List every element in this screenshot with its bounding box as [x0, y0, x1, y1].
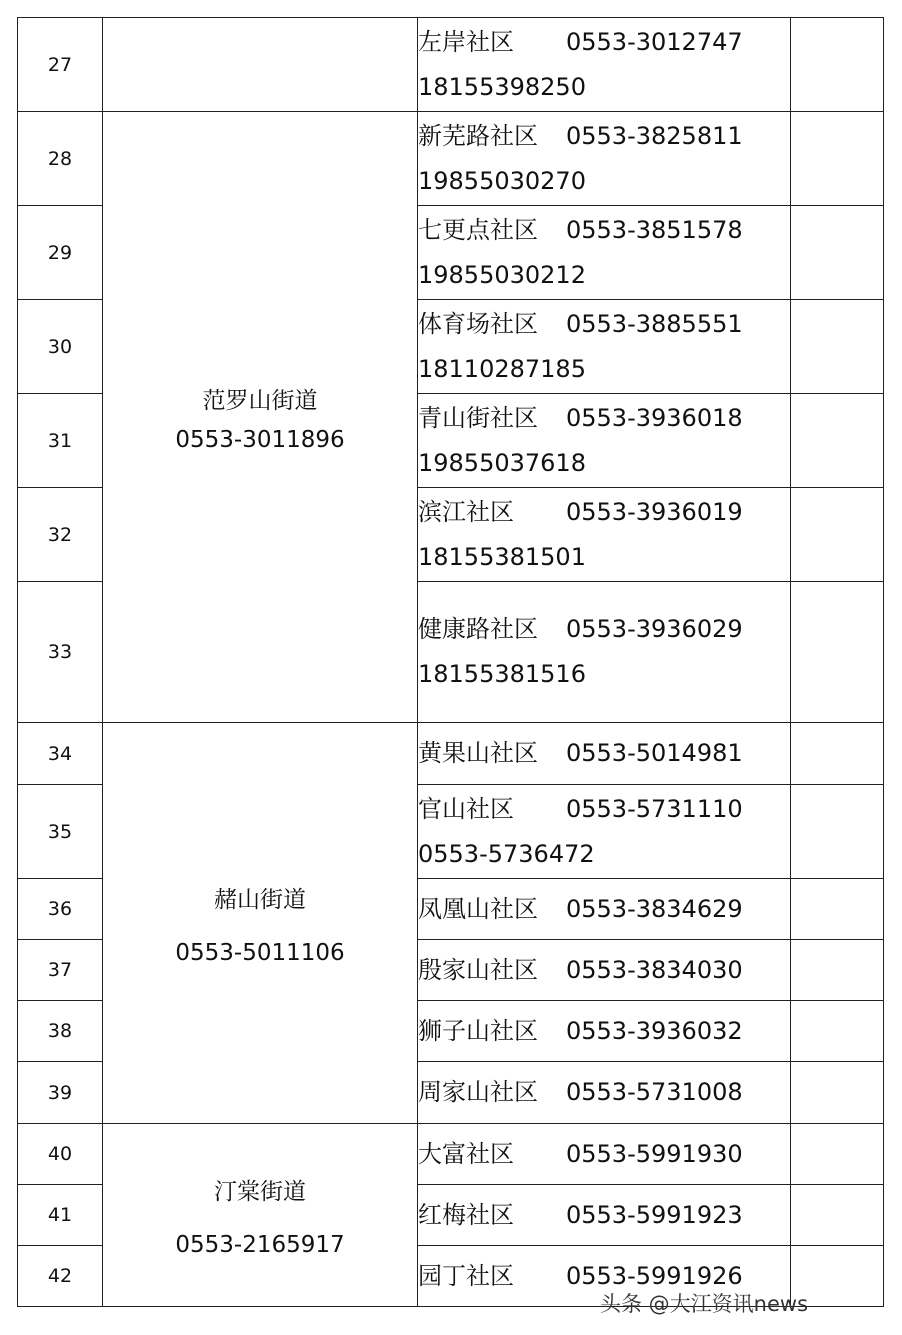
community-cell: [418, 18, 791, 112]
row-number: 41: [18, 1185, 103, 1246]
community-phone: 0553-5991923: [566, 1200, 743, 1229]
community-name: 狮子山社区: [418, 1016, 538, 1045]
street-cell: [103, 1124, 418, 1307]
street-phone: 0553-2165917: [175, 1231, 345, 1258]
table-row: [18, 112, 884, 206]
community-cell: [418, 879, 791, 940]
note-cell: [791, 394, 884, 488]
community-cell: [418, 1124, 791, 1185]
row-number: 27: [18, 18, 103, 112]
community-phone: 0553-3834629: [566, 894, 743, 923]
street-name: 范罗山街道: [202, 387, 318, 414]
community-cell: [418, 582, 791, 723]
community-name: 青山街社区: [418, 403, 538, 432]
row-number: 32: [18, 488, 103, 582]
community-cell: [418, 112, 791, 206]
note-cell: [791, 785, 884, 879]
note-cell: [791, 1124, 884, 1185]
community-cell: [418, 785, 791, 879]
community-phone: 0553-5731110: [566, 794, 743, 823]
table-row: [18, 723, 884, 785]
street-phone: 0553-5011106: [175, 939, 345, 966]
community-phone: 0553-3936032: [566, 1016, 743, 1045]
community-phone: 0553-3012747: [566, 27, 743, 56]
community-phone: 0553-3936029: [566, 615, 743, 643]
community-mobile: 19855030270: [418, 166, 586, 195]
street-cell: [103, 723, 418, 1124]
community-phone: 0553-5731008: [566, 1078, 743, 1106]
community-name: 黄果山社区: [418, 739, 538, 767]
row-number: 36: [18, 879, 103, 940]
community-name: 殷家山社区: [418, 955, 538, 984]
community-cell: [418, 1062, 791, 1124]
community-name: 官山社区: [418, 794, 514, 823]
note-cell: [791, 488, 884, 582]
note-cell: [791, 206, 884, 300]
community-cell: [418, 1185, 791, 1246]
community-phone: 0553-5014981: [566, 739, 743, 767]
community-mobile: 19855030212: [418, 260, 586, 289]
table-row: [18, 18, 884, 112]
community-phone: 0553-3885551: [566, 309, 743, 338]
note-cell: [791, 940, 884, 1001]
row-number: 38: [18, 1001, 103, 1062]
community-name: 红梅社区: [418, 1200, 514, 1229]
row-number: 30: [18, 300, 103, 394]
note-cell: [791, 582, 884, 723]
community-name: 滨江社区: [418, 497, 514, 526]
community-phone: 0553-3825811: [566, 121, 743, 150]
street-phone: 0553-3011896: [175, 426, 345, 453]
community-mobile: 18155398250: [418, 72, 586, 101]
community-name: 周家山社区: [418, 1078, 538, 1106]
community-name: 体育场社区: [418, 309, 538, 338]
community-mobile: 18155381516: [418, 660, 586, 688]
note-cell: [791, 1001, 884, 1062]
community-phone: 0553-3851578: [566, 215, 743, 244]
community-phone: 0553-3834030: [566, 955, 743, 984]
community-cell: [418, 394, 791, 488]
street-name: 汀棠街道: [214, 1178, 306, 1205]
community-cell: [418, 300, 791, 394]
community-name: 园丁社区: [418, 1261, 514, 1290]
note-cell: [791, 112, 884, 206]
source-watermark: 头条 @大江资讯news: [600, 1292, 809, 1316]
row-number: 40: [18, 1124, 103, 1185]
community-phone: 0553-5991930: [566, 1139, 743, 1168]
community-phone: 0553-3936019: [566, 497, 743, 526]
community-name: 凤凰山社区: [418, 894, 538, 923]
row-number: 42: [18, 1246, 103, 1307]
community-mobile: 19855037618: [418, 448, 586, 477]
community-directory-table: [17, 17, 884, 1307]
street-cell-empty: [103, 18, 418, 112]
note-cell: [791, 18, 884, 112]
street-name: 赭山街道: [214, 886, 306, 913]
community-name: 左岸社区: [418, 27, 514, 56]
community-name: 七更点社区: [418, 215, 538, 244]
community-cell: [418, 1001, 791, 1062]
community-cell: [418, 940, 791, 1001]
row-number: 33: [18, 582, 103, 723]
row-number: 37: [18, 940, 103, 1001]
row-number: 39: [18, 1062, 103, 1124]
community-mobile: 18110287185: [418, 354, 586, 383]
row-number: 29: [18, 206, 103, 300]
community-mobile: 0553-5736472: [418, 839, 595, 868]
street-cell: [103, 112, 418, 723]
community-mobile: 18155381501: [418, 542, 586, 571]
note-cell: [791, 300, 884, 394]
row-number: 35: [18, 785, 103, 879]
row-number: 28: [18, 112, 103, 206]
community-cell: [418, 723, 791, 785]
community-cell: [418, 206, 791, 300]
note-cell: [791, 723, 884, 785]
row-number: 31: [18, 394, 103, 488]
table-row: [18, 1124, 884, 1185]
note-cell: [791, 1062, 884, 1124]
community-cell: [418, 488, 791, 582]
row-number: 34: [18, 723, 103, 785]
community-phone: 0553-3936018: [566, 403, 743, 432]
community-name: 大富社区: [418, 1139, 514, 1168]
community-name: 新芜路社区: [418, 121, 538, 150]
note-cell: [791, 1185, 884, 1246]
note-cell: [791, 879, 884, 940]
community-phone: 0553-5991926: [566, 1261, 743, 1290]
community-name: 健康路社区: [418, 615, 538, 643]
